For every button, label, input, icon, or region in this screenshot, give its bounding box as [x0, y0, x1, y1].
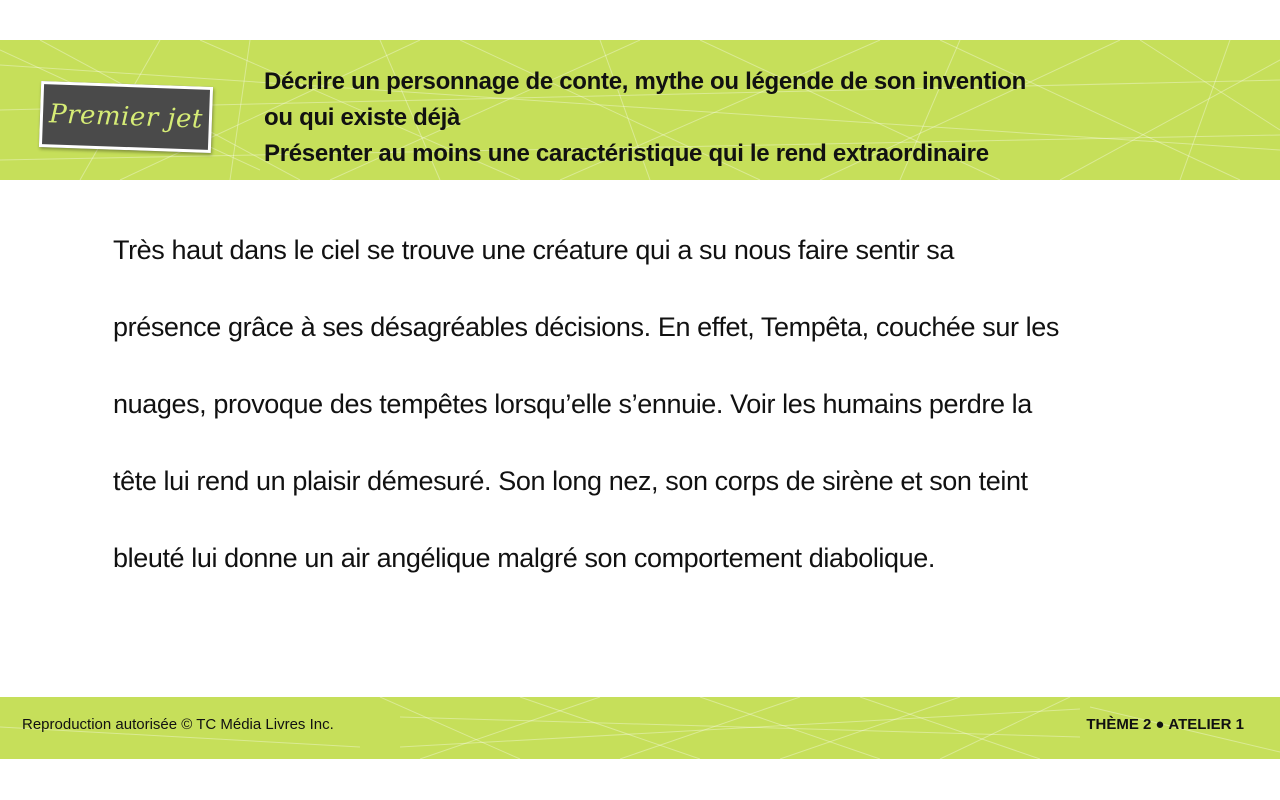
instruction-line: Décrire un personnage de conte, mythe ou légende de son invention: [264, 68, 1026, 95]
paragraph-line: bleuté lui donne un air angélique malgré son comportement diabolique.: [113, 543, 935, 573]
paragraph-line: tête lui rend un plaisir démesuré. Son long nez, son corps de sirène et son teint: [113, 466, 1028, 496]
paragraph-line: Très haut dans le ciel se trouve une créature qui a su nous faire sentir sa: [113, 235, 954, 265]
instructions: [264, 64, 1244, 172]
header-band: [0, 40, 1280, 180]
paragraph-line: présence grâce à ses désagréables décisions. En effet, Tempêta, couchée sur les: [113, 312, 1059, 342]
bullet-separator: ●: [1155, 716, 1165, 733]
badge-label: Premier jet: [48, 99, 204, 135]
instruction-line: Présenter au moins une caractéristique qui le rend extraordinaire: [264, 140, 989, 167]
theme-label: THÈME 2: [1086, 716, 1152, 733]
paragraph-line: nuages, provoque des tempêtes lorsqu’elle s’ennuie. Voir les humains perdre la: [113, 389, 1032, 419]
copyright-notice: Reproduction autorisée © TC Média Livres Inc.: [22, 716, 334, 733]
footer-band: [0, 697, 1280, 759]
premier-jet-badge: [39, 81, 213, 153]
atelier-label: ATELIER 1: [1168, 716, 1244, 733]
instruction-line: ou qui existe déjà: [264, 104, 460, 131]
theme-atelier-label: [1086, 716, 1244, 733]
draft-paragraph: [113, 228, 1193, 613]
